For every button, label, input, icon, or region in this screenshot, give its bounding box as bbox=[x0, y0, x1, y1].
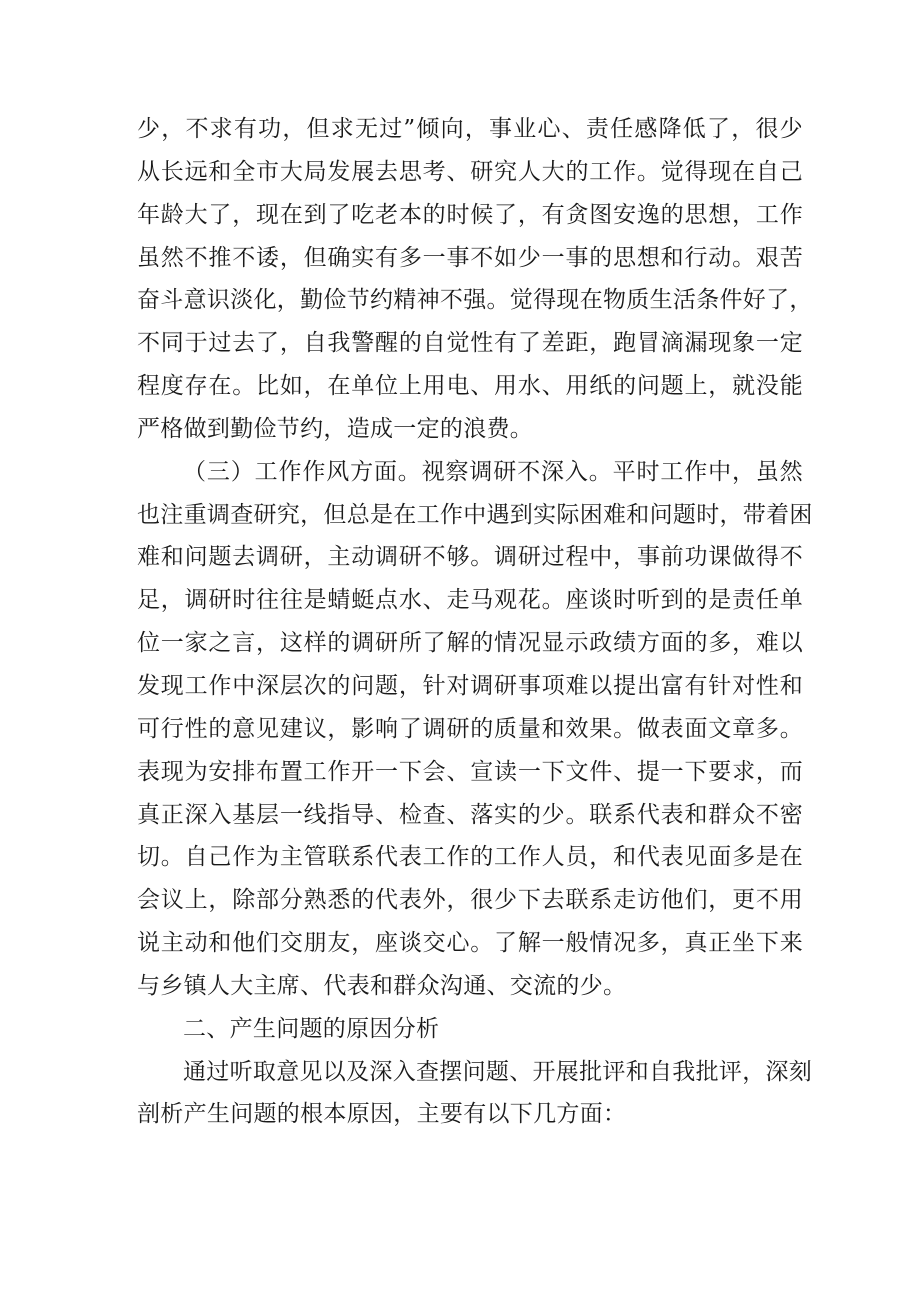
paragraph-line-6: 不同于过去了，自我警醒的自觉性有了差距，跑冒滴漏现象一定 bbox=[137, 330, 803, 357]
section-three-line-7: 可行性的意见建议，影响了调研的质量和效果。做表面文章多。 bbox=[137, 715, 803, 742]
section-three-line-3: 难和问题去调研，主动调研不够。调研过程中，事前功课做得不 bbox=[137, 544, 803, 571]
paragraph-line-5: 奋斗意识淡化，勤俭节约精神不强。觉得现在物质生活条件好了， bbox=[137, 287, 813, 314]
section-three-line-11: 会议上，除部分熟悉的代表外，很少下去联系走访他们，更不用 bbox=[137, 887, 803, 914]
section-heading: 二、产生问题的原因分析 bbox=[183, 1015, 440, 1042]
section-three-line-2: 也注重调查研究，但总是在工作中遇到实际困难和问题时，带着困 bbox=[137, 501, 813, 528]
paragraph-line-3: 年龄大了，现在到了吃老本的时候了，有贪图安逸的思想，工作 bbox=[137, 201, 803, 228]
section-three-line-5: 位一家之言，这样的调研所了解的情况显示政绩方面的多，难以 bbox=[137, 630, 803, 657]
paragraph-line-1: 少，不求有功，但求无过”倾向，事业心、责任感降低了，很少 bbox=[137, 116, 803, 142]
section-three-line-9: 真正深入基层一线指导、检查、落实的少。联系代表和群众不密 bbox=[137, 801, 803, 828]
section-three-line-12: 说主动和他们交朋友，座谈交心。了解一般情况多，真正坐下来 bbox=[137, 930, 803, 957]
paragraph-line-7: 程度存在。比如，在单位上用电、用水、用纸的问题上，就没能 bbox=[137, 373, 803, 400]
section-three-line-1: （三）工作作风方面。视察调研不深入。平时工作中，虽然 bbox=[183, 458, 803, 485]
section-three-line-10: 切。自己作为主管联系代表工作的工作人员，和代表见面多是在 bbox=[137, 844, 803, 871]
section-three-line-8: 表现为安排布置工作开一下会、宣读一下文件、提一下要求，而 bbox=[137, 758, 803, 785]
section-three-line-4: 足，调研时往往是蜻蜓点水、走马观花。座谈时听到的是责任单 bbox=[137, 587, 803, 614]
section-three-line-13: 与乡镇人大主席、代表和群众沟通、交流的少。 bbox=[137, 972, 627, 999]
analysis-line-1: 通过听取意见以及深入查摆问题、开展批评和自我批评，深刻 bbox=[183, 1058, 813, 1085]
analysis-line-2: 剖析产生问题的根本原因，主要有以下几方面： bbox=[137, 1101, 627, 1128]
document-body bbox=[137, 108, 813, 1136]
section-three-line-6: 发现工作中深层次的问题，针对调研事项难以提出富有针对性和 bbox=[137, 672, 803, 699]
paragraph-line-2: 从长远和全市大局发展去思考、研究人大的工作。觉得现在自己 bbox=[137, 158, 803, 185]
paragraph-line-4: 虽然不推不诿，但确实有多一事不如少一事的思想和行动。艰苦 bbox=[137, 244, 803, 271]
paragraph-line-8: 严格做到勤俭节约，造成一定的浪费。 bbox=[137, 415, 534, 442]
